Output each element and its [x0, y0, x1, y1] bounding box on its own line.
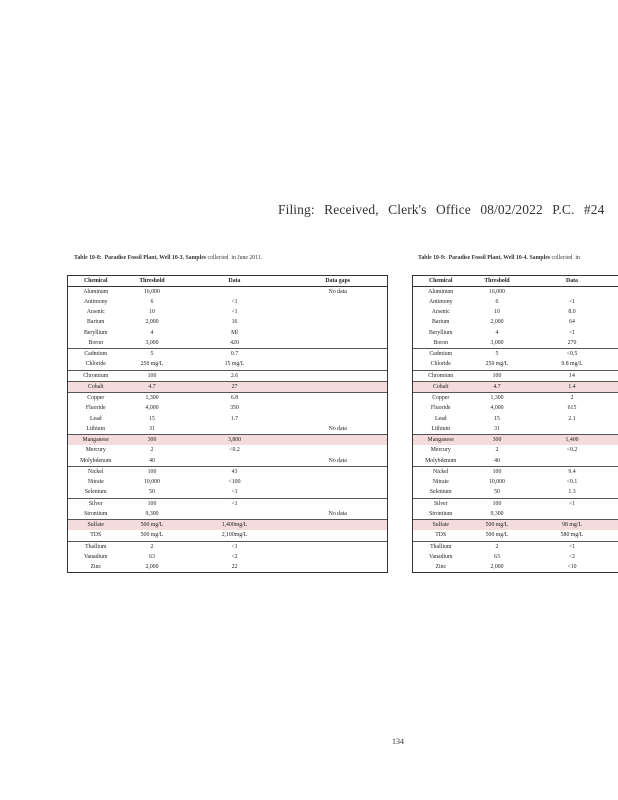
- cell-data: 64: [569, 319, 575, 326]
- table-row: [413, 562, 618, 573]
- right-caption-date: in: [575, 255, 580, 261]
- cell-chemical: TDS: [68, 530, 124, 541]
- cell-gaps: [289, 317, 388, 327]
- cell-threshold: 9,300: [145, 510, 159, 517]
- cell-chemical: Antimony: [68, 297, 124, 307]
- cell-threshold: 10: [494, 309, 500, 315]
- cell-chemical: Barium: [68, 317, 124, 327]
- table-row: [68, 370, 388, 381]
- cell-data: 98 mg/L: [526, 520, 618, 531]
- cell-gaps: [289, 370, 388, 381]
- cell-chemical: Nickel: [413, 466, 469, 477]
- cell-data: 350: [230, 405, 239, 412]
- cell-gaps: [289, 381, 388, 392]
- right-caption-title: Paradise Fossil Plant, Well 10-4. Samples: [448, 255, 551, 261]
- cell-data: 1,400: [526, 435, 618, 446]
- cell-chemical: Manganese: [413, 435, 469, 446]
- cell-data: <0.2: [566, 447, 578, 454]
- table-row: [68, 403, 388, 413]
- cell-data: 2.6: [181, 370, 289, 381]
- cell-data: 3,800: [181, 435, 289, 446]
- table-row: [68, 349, 388, 360]
- page-number: 134: [392, 737, 404, 746]
- table-row: [413, 466, 618, 477]
- cell-threshold: 2,000: [145, 319, 159, 326]
- cell-chemical: Manganese: [68, 435, 124, 446]
- table-row: [413, 509, 618, 520]
- cell-gaps: [289, 445, 388, 455]
- table-row: [68, 414, 388, 424]
- cell-chemical: Nitrate: [68, 477, 124, 487]
- cell-data: 43: [181, 466, 289, 477]
- cell-threshold: 100: [124, 498, 181, 509]
- cell-gaps: No data: [289, 424, 388, 435]
- cell-data: <1: [526, 541, 618, 552]
- cell-threshold: 500 mg/L: [469, 520, 526, 531]
- table-row: [413, 456, 618, 467]
- cell-threshold: 2,000: [124, 562, 181, 573]
- cell-threshold: 10,000: [144, 479, 160, 485]
- table-row: [413, 424, 618, 435]
- cell-data: 0.7: [181, 349, 289, 360]
- cell-gaps: [289, 562, 388, 573]
- table-row: [68, 541, 388, 552]
- cell-data: <0.5: [526, 349, 618, 360]
- cell-threshold: 15: [494, 415, 500, 422]
- cell-gaps: [289, 359, 388, 370]
- cell-data: <1: [568, 329, 576, 336]
- cell-data: 2,100mg/L: [221, 532, 248, 539]
- cell-gaps: [289, 466, 388, 477]
- table-row: [413, 338, 618, 349]
- cell-threshold: 2: [495, 447, 499, 454]
- cell-chemical: Chromium: [413, 370, 469, 381]
- cell-threshold: 6: [150, 298, 154, 305]
- table-row: [413, 381, 618, 392]
- col-chemical: Chemical: [68, 276, 124, 287]
- table-row: [68, 498, 388, 509]
- cell-chemical: Barium: [413, 317, 469, 327]
- cell-threshold: 250 mg/L: [140, 361, 164, 368]
- table-row: [413, 297, 618, 307]
- cell-chemical: Zinc: [68, 562, 124, 573]
- cell-chemical: Zinc: [413, 562, 469, 573]
- left-table-caption: [74, 255, 262, 261]
- cell-threshold: 1,300: [124, 393, 181, 404]
- cell-gaps: [289, 435, 388, 446]
- cell-chemical: Antimony: [413, 297, 469, 307]
- table-row: [413, 487, 618, 498]
- cell-data: [526, 456, 618, 467]
- cell-chemical: Sulfate: [413, 520, 469, 531]
- cell-gaps: [289, 477, 388, 487]
- cell-threshold: 250 mg/L: [485, 361, 509, 368]
- cell-data: <10: [526, 562, 618, 573]
- cell-chemical: Cobalt: [413, 381, 469, 392]
- col-threshold: Threshold: [124, 276, 181, 287]
- cell-data: [526, 424, 618, 435]
- cell-data: <2: [231, 553, 238, 560]
- cell-chemical: Lead: [68, 414, 124, 424]
- table-row: [68, 445, 388, 455]
- cell-threshold: 100: [469, 466, 526, 477]
- cell-chemical: Lithium: [413, 424, 469, 435]
- cell-data: <1: [231, 298, 238, 305]
- cell-data: 22: [181, 562, 289, 573]
- cell-chemical: Aluminum: [413, 286, 469, 297]
- table-row: [413, 307, 618, 317]
- cell-gaps: [289, 338, 388, 349]
- cell-data: <1: [526, 498, 618, 509]
- cell-data: <1: [181, 541, 289, 552]
- cell-data: 16: [231, 319, 238, 326]
- cell-data: <1: [568, 298, 576, 305]
- cell-chemical: Silver: [413, 498, 469, 509]
- cell-data: [181, 286, 289, 297]
- cell-threshold: 2,000: [469, 562, 526, 573]
- cell-data: 615: [567, 405, 577, 412]
- cell-chemical: Beryllium: [68, 328, 124, 338]
- cell-gaps: [289, 393, 388, 404]
- cell-threshold: 9,300: [490, 510, 504, 517]
- table-row: [413, 530, 618, 541]
- cell-threshold: 100: [124, 370, 181, 381]
- cell-data: <0.1: [566, 479, 578, 485]
- cell-data: 1.3: [568, 489, 576, 496]
- cell-data: [526, 509, 618, 520]
- cell-threshold: 4.7: [469, 381, 526, 392]
- table-row: [68, 307, 388, 317]
- cell-threshold: 4.7: [124, 381, 181, 392]
- table-row: [413, 370, 618, 381]
- cell-data: 2: [526, 393, 618, 404]
- table-row: [68, 520, 388, 531]
- table-row: [68, 338, 388, 349]
- cell-threshold: 1,300: [469, 393, 526, 404]
- cell-data: 1,400mg/L: [181, 520, 289, 531]
- cell-chemical: Nitrate: [413, 477, 469, 487]
- cell-data: <0.2: [229, 447, 240, 454]
- table-row: [413, 349, 618, 360]
- cell-chemical: Boron: [413, 338, 469, 349]
- cell-chemical: Copper: [413, 393, 469, 404]
- cell-chemical: Strontium: [413, 509, 469, 520]
- cell-threshold: 50: [149, 489, 155, 496]
- cell-data: 14: [526, 370, 618, 381]
- cell-data: [181, 509, 289, 520]
- table-row: [68, 359, 388, 370]
- table-row: [68, 424, 388, 435]
- cell-chemical: Molybdenum: [413, 456, 469, 467]
- cell-chemical: Fluoride: [413, 403, 469, 413]
- table-row: [413, 477, 618, 487]
- table-row: [413, 359, 618, 370]
- cell-chemical: Strontium: [68, 509, 124, 520]
- table-row: [68, 456, 388, 467]
- cell-chemical: Chloride: [68, 359, 124, 370]
- table-row: [68, 562, 388, 573]
- col-data-gaps: Data gaps: [289, 276, 388, 287]
- cell-threshold: 500 mg/L: [124, 520, 181, 531]
- cell-gaps: [289, 541, 388, 552]
- cell-threshold: 4,000: [145, 405, 159, 412]
- cell-threshold: 16,000: [144, 288, 160, 295]
- cell-threshold: 16,000: [489, 288, 505, 295]
- table-row: [413, 435, 618, 446]
- cell-gaps: No data: [289, 286, 388, 297]
- cell-data: 15 mg/L: [224, 361, 245, 368]
- table-row: [413, 498, 618, 509]
- cell-data: <1: [231, 489, 238, 496]
- cell-chemical: Selenium: [68, 487, 124, 498]
- cell-threshold: 63: [149, 553, 155, 560]
- cell-chemical: Cadmium: [413, 349, 469, 360]
- cell-gaps: No data: [289, 509, 388, 520]
- cell-chemical: Mercury: [413, 445, 469, 455]
- cell-threshold: 500 mg/L: [485, 532, 509, 539]
- cell-threshold: 300: [469, 435, 526, 446]
- cell-chemical: Chromium: [68, 370, 124, 381]
- cell-threshold: 50: [494, 489, 500, 496]
- table-row: [413, 286, 618, 297]
- right-caption-collected: collected: [551, 255, 573, 261]
- cell-gaps: [289, 498, 388, 509]
- cell-data: 1.7: [230, 415, 239, 422]
- cell-gaps: [289, 552, 388, 562]
- left-data-table: [67, 275, 388, 573]
- cell-chemical: Cobalt: [68, 381, 124, 392]
- cell-chemical: Fluoride: [68, 403, 124, 413]
- table-row: [68, 435, 388, 446]
- cell-chemical: Mercury: [68, 445, 124, 455]
- cell-threshold: 100: [469, 498, 526, 509]
- cell-chemical: Thallium: [413, 541, 469, 552]
- cell-chemical: Nickel: [68, 466, 124, 477]
- cell-chemical: Lead: [413, 414, 469, 424]
- cell-chemical: Sulfate: [68, 520, 124, 531]
- cell-threshold: 2: [150, 447, 154, 454]
- table-row: [68, 477, 388, 487]
- cell-threshold: 15: [149, 415, 155, 422]
- cell-threshold: 500 mg/L: [140, 532, 164, 539]
- table-row: [413, 541, 618, 552]
- table-row: [68, 393, 388, 404]
- cell-chemical: Selenium: [413, 487, 469, 498]
- col-data: Data: [526, 276, 618, 287]
- right-data-table: [412, 275, 618, 573]
- cell-gaps: [289, 349, 388, 360]
- table-row: [68, 509, 388, 520]
- table-row: [413, 317, 618, 327]
- cell-chemical: Copper: [68, 393, 124, 404]
- cell-data: <100: [228, 479, 241, 485]
- table-row: [68, 286, 388, 297]
- cell-data: [526, 286, 618, 297]
- table-row: [68, 328, 388, 338]
- cell-chemical: Molybdenum: [68, 456, 124, 467]
- table-row: [68, 317, 388, 327]
- cell-gaps: [289, 328, 388, 338]
- table-row: [413, 520, 618, 531]
- left-caption-title: Paradise Fossil Plant, Well 10-3. Samples: [104, 255, 207, 261]
- cell-chemical: TDS: [413, 530, 469, 541]
- cell-gaps: [289, 530, 388, 541]
- table-header-row: [68, 276, 388, 287]
- cell-chemical: Thallium: [68, 541, 124, 552]
- cell-gaps: [289, 414, 388, 424]
- cell-chemical: Lithium: [68, 424, 124, 435]
- cell-gaps: [289, 297, 388, 307]
- cell-threshold: 100: [469, 370, 526, 381]
- cell-data: 9.4: [526, 466, 618, 477]
- cell-data: [181, 424, 289, 435]
- cell-threshold: 2: [469, 541, 526, 552]
- cell-data: 9.8 mg/L: [561, 361, 583, 368]
- cell-gaps: No data: [289, 456, 388, 467]
- col-data: Data: [181, 276, 289, 287]
- cell-threshold: 40: [494, 457, 500, 464]
- cell-threshold: 10: [149, 309, 155, 315]
- table-row: [413, 414, 618, 424]
- col-chemical: Chemical: [413, 276, 469, 287]
- right-table-caption: [418, 255, 580, 261]
- cell-data: 8.0: [568, 309, 576, 315]
- cell-threshold: 100: [124, 466, 181, 477]
- cell-gaps: [289, 487, 388, 498]
- cell-chemical: Cadmium: [68, 349, 124, 360]
- cell-data: 270: [567, 339, 577, 346]
- table-row: [413, 403, 618, 413]
- cell-data: 27: [181, 381, 289, 392]
- cell-data: Ml: [231, 329, 238, 336]
- cell-chemical: Arsenic: [68, 307, 124, 317]
- col-threshold: Threshold: [469, 276, 526, 287]
- table-row: [68, 381, 388, 392]
- table-row: [68, 552, 388, 562]
- cell-data: 420: [230, 339, 239, 346]
- cell-threshold: 2,000: [490, 319, 504, 326]
- cell-chemical: Beryllium: [413, 328, 469, 338]
- left-caption-collected: collected: [207, 255, 229, 261]
- cell-threshold: 4,000: [490, 405, 504, 412]
- cell-threshold: 3,000: [145, 339, 159, 346]
- cell-data: <1: [181, 498, 289, 509]
- cell-data: <2: [568, 553, 576, 560]
- filing-stamp: Filing: Received, Clerk's Office 08/02/2022 P.C. #24: [278, 202, 605, 217]
- cell-gaps: [289, 520, 388, 531]
- table-row: [413, 328, 618, 338]
- cell-threshold: 300: [124, 435, 181, 446]
- cell-data: <1: [231, 309, 238, 315]
- cell-gaps: [289, 307, 388, 317]
- cell-chemical: Arsenic: [413, 307, 469, 317]
- cell-data: 1.4: [526, 381, 618, 392]
- table-row: [413, 393, 618, 404]
- cell-threshold: 40: [149, 457, 155, 464]
- table-row: [413, 552, 618, 562]
- cell-chemical: Vanadium: [68, 552, 124, 562]
- table-row: [68, 466, 388, 477]
- cell-threshold: 31: [494, 425, 500, 432]
- cell-gaps: [289, 403, 388, 413]
- cell-data: [181, 456, 289, 467]
- cell-data: 2.1: [568, 415, 576, 422]
- cell-chemical: Chloride: [413, 359, 469, 370]
- cell-chemical: Boron: [68, 338, 124, 349]
- cell-chemical: Vanadium: [413, 552, 469, 562]
- cell-threshold: 2: [124, 541, 181, 552]
- table-row: [68, 487, 388, 498]
- cell-threshold: 4: [495, 329, 499, 336]
- cell-threshold: 6: [495, 298, 499, 305]
- cell-threshold: 10,000: [489, 479, 505, 485]
- cell-chemical: Silver: [68, 498, 124, 509]
- left-caption-label: Table 10-8:: [74, 255, 102, 261]
- left-caption-date: in June 2011.: [231, 255, 263, 261]
- table-row: [413, 445, 618, 455]
- table-header-row: [413, 276, 618, 287]
- cell-threshold: 63: [494, 553, 500, 560]
- cell-threshold: 5: [469, 349, 526, 360]
- cell-threshold: 5: [124, 349, 181, 360]
- cell-threshold: 3,000: [490, 339, 504, 346]
- cell-chemical: Aluminum: [68, 286, 124, 297]
- table-row: [68, 530, 388, 541]
- table-row: [68, 297, 388, 307]
- cell-threshold: 31: [149, 425, 155, 432]
- cell-data: 6.8: [181, 393, 289, 404]
- right-caption-label: Table 10-9:: [418, 255, 446, 261]
- cell-threshold: 4: [150, 329, 154, 336]
- cell-data: 580 mg/L: [560, 532, 584, 539]
